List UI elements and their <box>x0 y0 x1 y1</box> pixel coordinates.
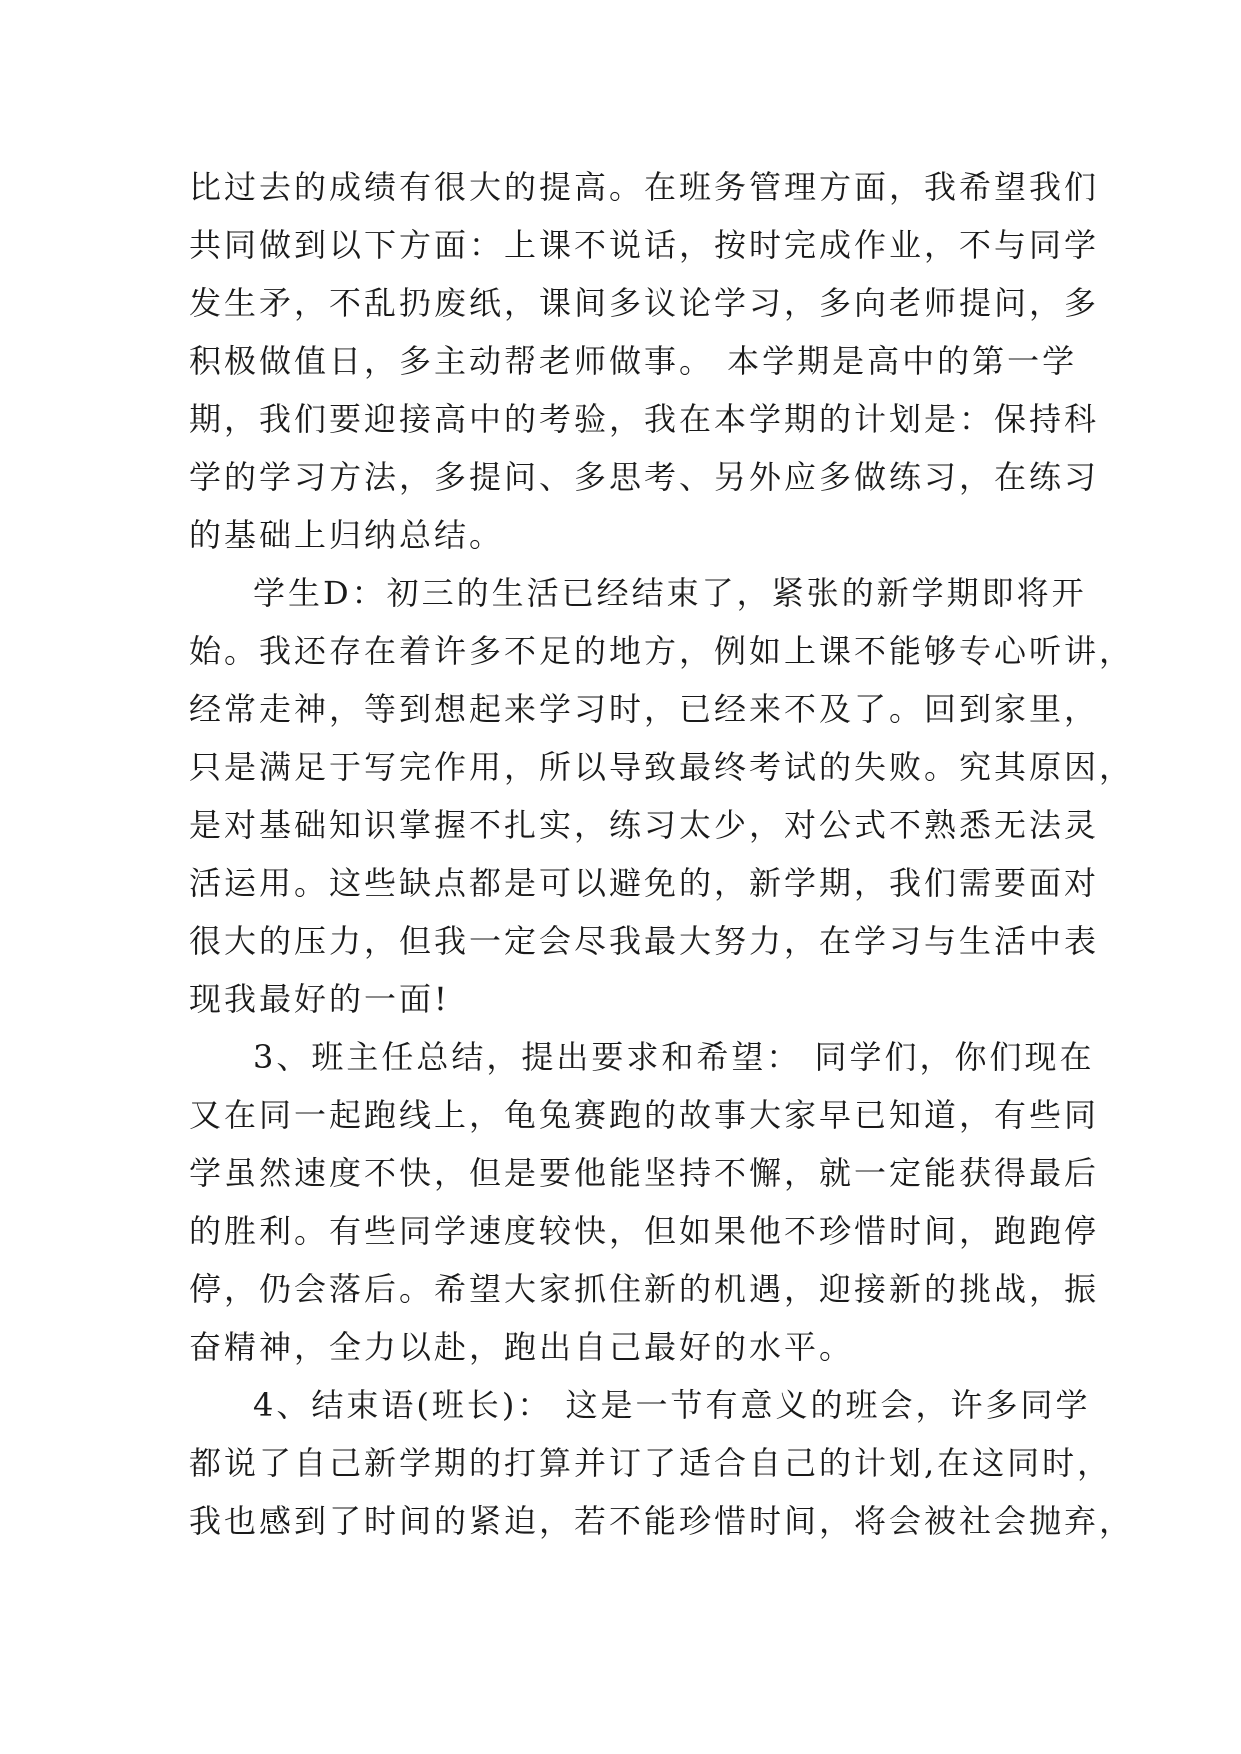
text-line: 现我最好的一面! <box>189 980 450 1018</box>
paragraph-start-line: 3、班主任总结，提出要求和希望： 同学们，你们现在 <box>253 1038 1095 1076</box>
paragraph-start-line: 4、结束语(班长)： 这是一节有意义的班会，许多同学 <box>253 1386 1091 1424</box>
text-line: 都说了自己新学期的打算并订了适合自己的计划,在这同时， <box>189 1444 1113 1482</box>
text-line: 学的学习方法，多提问、多思考、另外应多做练习，在练习 <box>189 458 1100 496</box>
text-line: 始。我还存在着许多不足的地方，例如上课不能够专心听讲， <box>189 632 1135 670</box>
text-line: 只是满足于写完作用，所以导致最终考试的失败。究其原因， <box>189 748 1135 786</box>
paragraph-start-line: 学生D：初三的生活已经结束了，紧张的新学期即将开 <box>253 574 1087 612</box>
text-line: 停，仍会落后。希望大家抓住新的机遇，迎接新的挑战，振 <box>189 1270 1100 1308</box>
text-line: 的基础上归纳总结。 <box>189 516 505 554</box>
document-body <box>189 158 1135 1550</box>
text-line: 共同做到以下方面：上课不说话，按时完成作业，不与同学 <box>189 226 1100 264</box>
text-line: 活运用。这些缺点都是可以避免的，新学期，我们需要面对 <box>189 864 1100 902</box>
text-line: 我也感到了时间的紧迫，若不能珍惜时间，将会被社会抛弃， <box>189 1502 1135 1540</box>
text-line: 积极做值日，多主动帮老师做事。 本学期是高中的第一学 <box>189 342 1078 380</box>
text-line: 经常走神，等到想起来学习时，已经来不及了。回到家里， <box>189 690 1100 728</box>
text-line: 奋精神，全力以赴，跑出自己最好的水平。 <box>189 1328 855 1366</box>
text-line: 发生矛，不乱扔废纸，课间多议论学习，多向老师提问，多 <box>189 284 1100 322</box>
text-line: 很大的压力，但我一定会尽我最大努力，在学习与生活中表 <box>189 922 1100 960</box>
text-line: 是对基础知识掌握不扎实，练习太少，对公式不熟悉无法灵 <box>189 806 1100 844</box>
text-line: 学虽然速度不快，但是要他能坚持不懈，就一定能获得最后 <box>189 1154 1100 1192</box>
text-line: 的胜利。有些同学速度较快，但如果他不珍惜时间，跑跑停 <box>189 1212 1100 1250</box>
text-line: 又在同一起跑线上，龟兔赛跑的故事大家早已知道，有些同 <box>189 1096 1100 1134</box>
text-line: 比过去的成绩有很大的提高。在班务管理方面，我希望我们 <box>189 168 1100 206</box>
text-line: 期，我们要迎接高中的考验，我在本学期的计划是：保持科 <box>189 400 1100 438</box>
